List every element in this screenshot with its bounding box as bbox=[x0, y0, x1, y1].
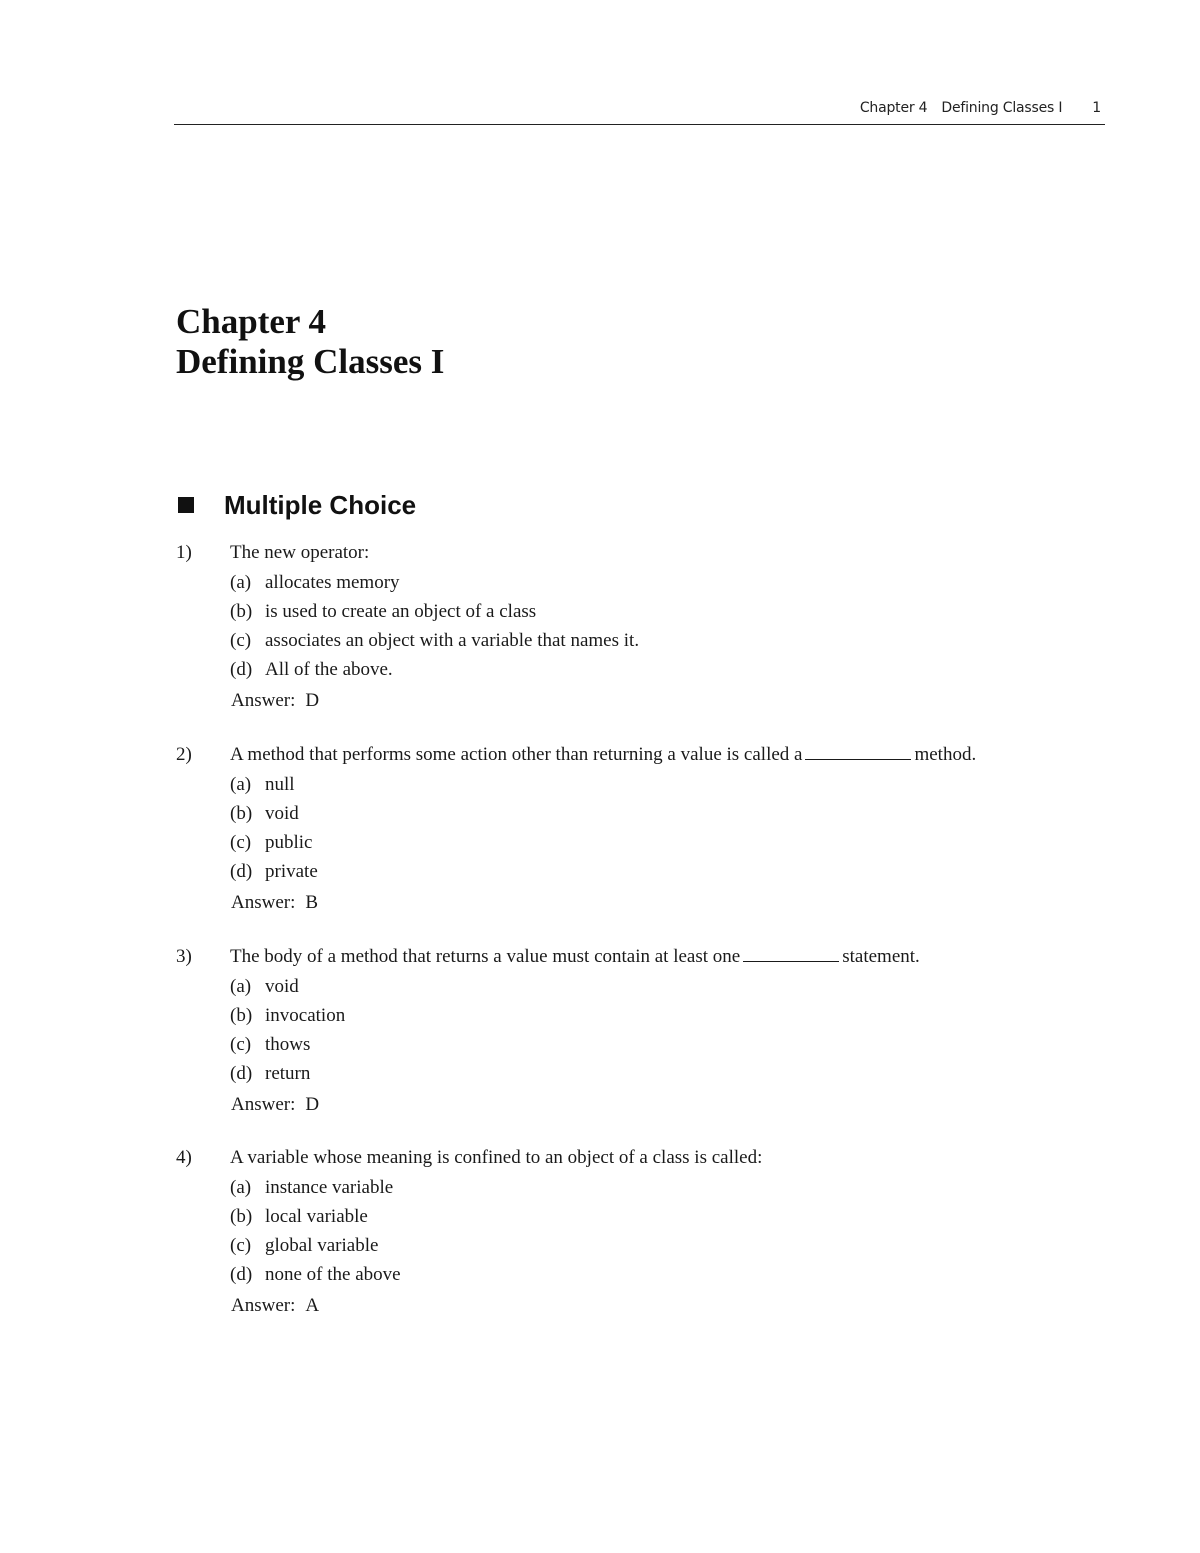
choice-c bbox=[230, 828, 1106, 857]
choice-text: instance variable bbox=[265, 1177, 394, 1198]
choice-letter: (d) bbox=[230, 861, 253, 882]
question-text-before: A method that performs some action other than returning a value is called a bbox=[230, 744, 803, 765]
choice-a bbox=[230, 1173, 1106, 1202]
choice-text: invocation bbox=[265, 1005, 346, 1026]
choice-letter: (a) bbox=[230, 572, 252, 593]
answer-value: B bbox=[305, 892, 319, 913]
choice-letter: (d) bbox=[230, 1264, 253, 1285]
fill-in-blank bbox=[743, 943, 839, 962]
section-heading-text: Multiple Choice bbox=[224, 489, 417, 520]
choice-text: none of the above bbox=[265, 1264, 401, 1285]
square-bullet-icon bbox=[178, 497, 194, 513]
header-chapter: Chapter 4 bbox=[859, 100, 928, 116]
choice-text: allocates memory bbox=[265, 572, 400, 593]
choice-c bbox=[230, 1231, 1106, 1260]
choice-letter: (b) bbox=[230, 1206, 253, 1227]
question-3 bbox=[176, 942, 1106, 1122]
answer-value: D bbox=[305, 1094, 320, 1115]
answer-line bbox=[231, 1088, 1106, 1122]
answer-value: D bbox=[305, 690, 320, 711]
answer-line bbox=[231, 1289, 1106, 1323]
question-text: The new operator: bbox=[230, 542, 370, 563]
choice-letter: (b) bbox=[230, 601, 253, 622]
question-text-after: method. bbox=[914, 744, 977, 765]
choice-text: public bbox=[265, 832, 313, 853]
question-number: 1) bbox=[176, 542, 192, 563]
section-heading bbox=[178, 488, 416, 522]
choice-letter: (d) bbox=[230, 1063, 253, 1084]
choice-a bbox=[230, 972, 1106, 1001]
question-stem bbox=[176, 740, 1106, 770]
question-stem bbox=[176, 538, 1106, 568]
fill-in-blank bbox=[805, 741, 911, 760]
choice-text: is used to create an object of a class bbox=[265, 601, 537, 622]
answer-label: Answer: bbox=[231, 892, 296, 913]
choice-letter: (a) bbox=[230, 774, 252, 795]
choice-a bbox=[230, 770, 1106, 799]
question-stem bbox=[176, 1143, 1106, 1173]
running-header-text bbox=[860, 100, 1105, 116]
question-number: 2) bbox=[176, 744, 192, 765]
question-text bbox=[230, 740, 976, 770]
answer-label: Answer: bbox=[231, 690, 296, 711]
answer-label: Answer: bbox=[231, 1295, 296, 1316]
choice-text: global variable bbox=[265, 1235, 379, 1256]
choice-letter: (c) bbox=[230, 1235, 252, 1256]
choice-b bbox=[230, 799, 1106, 828]
choice-text: thows bbox=[265, 1034, 311, 1055]
choice-b bbox=[230, 597, 1106, 626]
chapter-title-line1: Chapter 4 bbox=[176, 302, 327, 341]
question-number: 3) bbox=[176, 946, 192, 967]
question-text-after: statement. bbox=[842, 946, 920, 967]
choice-letter: (b) bbox=[230, 1005, 253, 1026]
answer-line bbox=[231, 886, 1106, 920]
choice-text: void bbox=[265, 803, 299, 824]
choice-letter: (b) bbox=[230, 803, 253, 824]
question-1 bbox=[176, 538, 1106, 718]
choice-text: All of the above. bbox=[265, 659, 393, 680]
choice-letter: (c) bbox=[230, 1034, 252, 1055]
choice-text: local variable bbox=[265, 1206, 368, 1227]
choice-letter: (d) bbox=[230, 659, 253, 680]
header-page-number: 1 bbox=[1092, 100, 1101, 116]
choice-letter: (c) bbox=[230, 630, 252, 651]
running-header bbox=[174, 100, 1105, 125]
chapter-title bbox=[176, 302, 444, 382]
choice-text: void bbox=[265, 976, 299, 997]
choice-d bbox=[230, 1260, 1106, 1289]
choice-c bbox=[230, 626, 1106, 655]
choice-a bbox=[230, 568, 1106, 597]
choice-letter: (a) bbox=[230, 1177, 252, 1198]
question-number: 4) bbox=[176, 1147, 192, 1168]
answer-line bbox=[231, 684, 1106, 718]
choice-b bbox=[230, 1001, 1106, 1030]
answer-value: A bbox=[305, 1295, 320, 1316]
choice-letter: (a) bbox=[230, 976, 252, 997]
choice-text: null bbox=[265, 774, 295, 795]
question-text-before: The body of a method that returns a value must contain at least one bbox=[230, 946, 741, 967]
choice-text: private bbox=[265, 861, 318, 882]
choice-d bbox=[230, 857, 1106, 886]
question-text: A variable whose meaning is confined to an object of a class is called: bbox=[230, 1147, 763, 1168]
question-2 bbox=[176, 740, 1106, 920]
choice-letter: (c) bbox=[230, 832, 252, 853]
question-text bbox=[230, 942, 920, 972]
chapter-title-line2: Defining Classes I bbox=[176, 342, 445, 381]
choice-c bbox=[230, 1030, 1106, 1059]
choice-d bbox=[230, 655, 1106, 684]
question-stem bbox=[176, 942, 1106, 972]
choice-text: associates an object with a variable that names it. bbox=[265, 630, 640, 651]
answer-label: Answer: bbox=[231, 1094, 296, 1115]
question-4 bbox=[176, 1143, 1106, 1323]
choice-d bbox=[230, 1059, 1106, 1088]
choice-text: return bbox=[265, 1063, 311, 1084]
choice-b bbox=[230, 1202, 1106, 1231]
header-title: Defining Classes I bbox=[941, 100, 1063, 116]
